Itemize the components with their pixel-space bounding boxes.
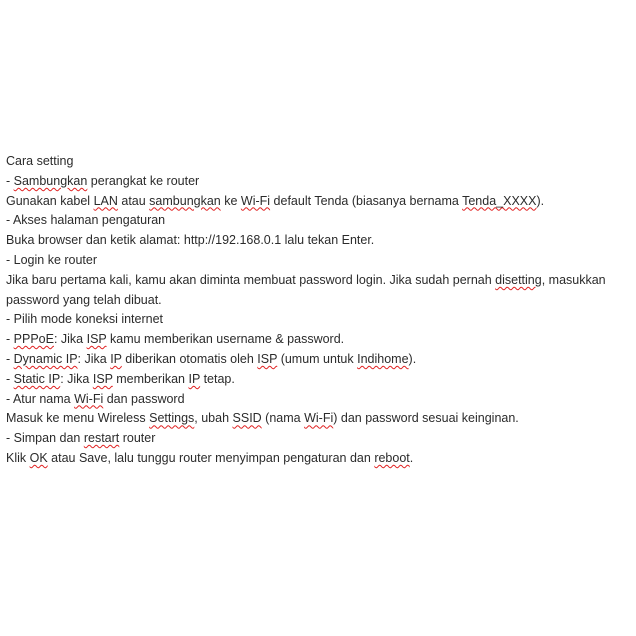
text-segment: , masukkan password yang telah dibuat. — [6, 272, 606, 307]
text-segment: . — [409, 450, 414, 465]
spellcheck-flagged-word: Wi-Fi — [240, 193, 271, 208]
text-line — [6, 330, 630, 350]
spellcheck-flagged-word: Dynamic IP — [13, 351, 78, 366]
text-line — [6, 390, 630, 410]
text-segment: - Simpan dan — [6, 431, 84, 446]
spellcheck-flagged-word: ISP — [92, 371, 113, 386]
spellcheck-flagged-word: Wi-Fi — [74, 391, 104, 406]
text-line — [6, 251, 630, 271]
text-segment: tetap. — [200, 371, 235, 386]
spellcheck-flagged-word: SSID — [232, 411, 262, 426]
text-segment: atau Save, lalu tunggu router menyimpan pengaturan dan — [47, 450, 375, 465]
text-segment: Masuk ke menu Wireless — [6, 411, 150, 426]
text-segment: Cara setting — [6, 154, 74, 168]
text-line — [6, 152, 630, 172]
spellcheck-flagged-word: sambungkan — [149, 193, 221, 208]
text-segment: router — [119, 431, 156, 446]
text-segment: - — [6, 173, 14, 188]
spellcheck-flagged-word: Settings — [149, 411, 195, 426]
text-segment: , ubah — [194, 411, 233, 426]
text-segment: - Akses halaman pengaturan — [6, 213, 166, 228]
text-segment: Gunakan kabel — [6, 193, 94, 208]
text-segment: : Jika — [60, 371, 93, 386]
text-segment: kamu memberikan username & password. — [106, 332, 345, 347]
text-segment: - Atur nama — [6, 391, 75, 406]
text-line — [6, 172, 630, 192]
spellcheck-flagged-word: ISP — [257, 351, 278, 366]
spellcheck-flagged-word: IP — [188, 371, 201, 386]
text-segment: (umum untuk — [277, 351, 358, 366]
text-segment: default Tenda (biasanya bernama — [270, 193, 463, 208]
text-segment: : Jika — [53, 332, 87, 347]
text-segment: atau — [117, 193, 150, 208]
spellcheck-flagged-word: Sambungkan — [13, 173, 88, 188]
spellcheck-flagged-word: PPPoE — [13, 332, 54, 347]
text-line — [6, 310, 630, 330]
text-segment: - — [6, 371, 14, 386]
spellcheck-flagged-word: Tenda_XXXX — [462, 193, 537, 208]
text-segment: ke — [220, 193, 241, 208]
text-segment: memberikan — [112, 371, 189, 386]
text-line — [6, 192, 630, 212]
spellcheck-flagged-word: LAN — [93, 193, 118, 208]
text-segment: Buka browser dan ketik alamat: http://192.168.0.1 lalu tekan Enter. — [6, 233, 375, 248]
text-segment: ) dan password sesuai keinginan. — [333, 411, 519, 426]
text-segment: dan password — [103, 391, 185, 406]
text-line — [6, 429, 630, 449]
text-segment: - Login ke router — [6, 252, 98, 267]
text-line — [6, 271, 630, 311]
spellcheck-flagged-word: Wi-Fi — [304, 411, 334, 426]
text-segment: Jika baru pertama kali, kamu akan diminta membuat password login. Jika sudah pernah — [6, 272, 496, 287]
spellcheck-flagged-word: Indihome — [357, 351, 409, 366]
text-segment: Klik — [6, 450, 30, 465]
document-body — [6, 152, 630, 469]
text-segment: diberikan otomatis oleh — [121, 351, 258, 366]
spellcheck-flagged-word: ISP — [86, 332, 107, 347]
text-segment: - — [6, 332, 14, 347]
spellcheck-flagged-word: Static IP — [13, 371, 61, 386]
text-segment: ). — [536, 193, 545, 208]
text-segment: ). — [408, 351, 417, 366]
spellcheck-flagged-word: restart — [83, 431, 120, 446]
text-line — [6, 350, 630, 370]
text-segment: - — [6, 351, 14, 366]
spellcheck-flagged-word: OK — [29, 450, 48, 465]
text-line — [6, 449, 630, 469]
text-segment: perangkat ke router — [87, 173, 200, 188]
text-line — [6, 231, 630, 251]
text-segment: (nama — [261, 411, 305, 426]
spellcheck-flagged-word: IP — [110, 351, 122, 366]
text-segment: - Pilih mode koneksi internet — [6, 312, 164, 327]
text-line — [6, 370, 630, 390]
text-line — [6, 211, 630, 231]
text-segment: : Jika — [77, 351, 111, 366]
text-line — [6, 409, 630, 429]
spellcheck-flagged-word: disetting — [495, 272, 542, 287]
spellcheck-flagged-word: reboot — [374, 450, 410, 465]
